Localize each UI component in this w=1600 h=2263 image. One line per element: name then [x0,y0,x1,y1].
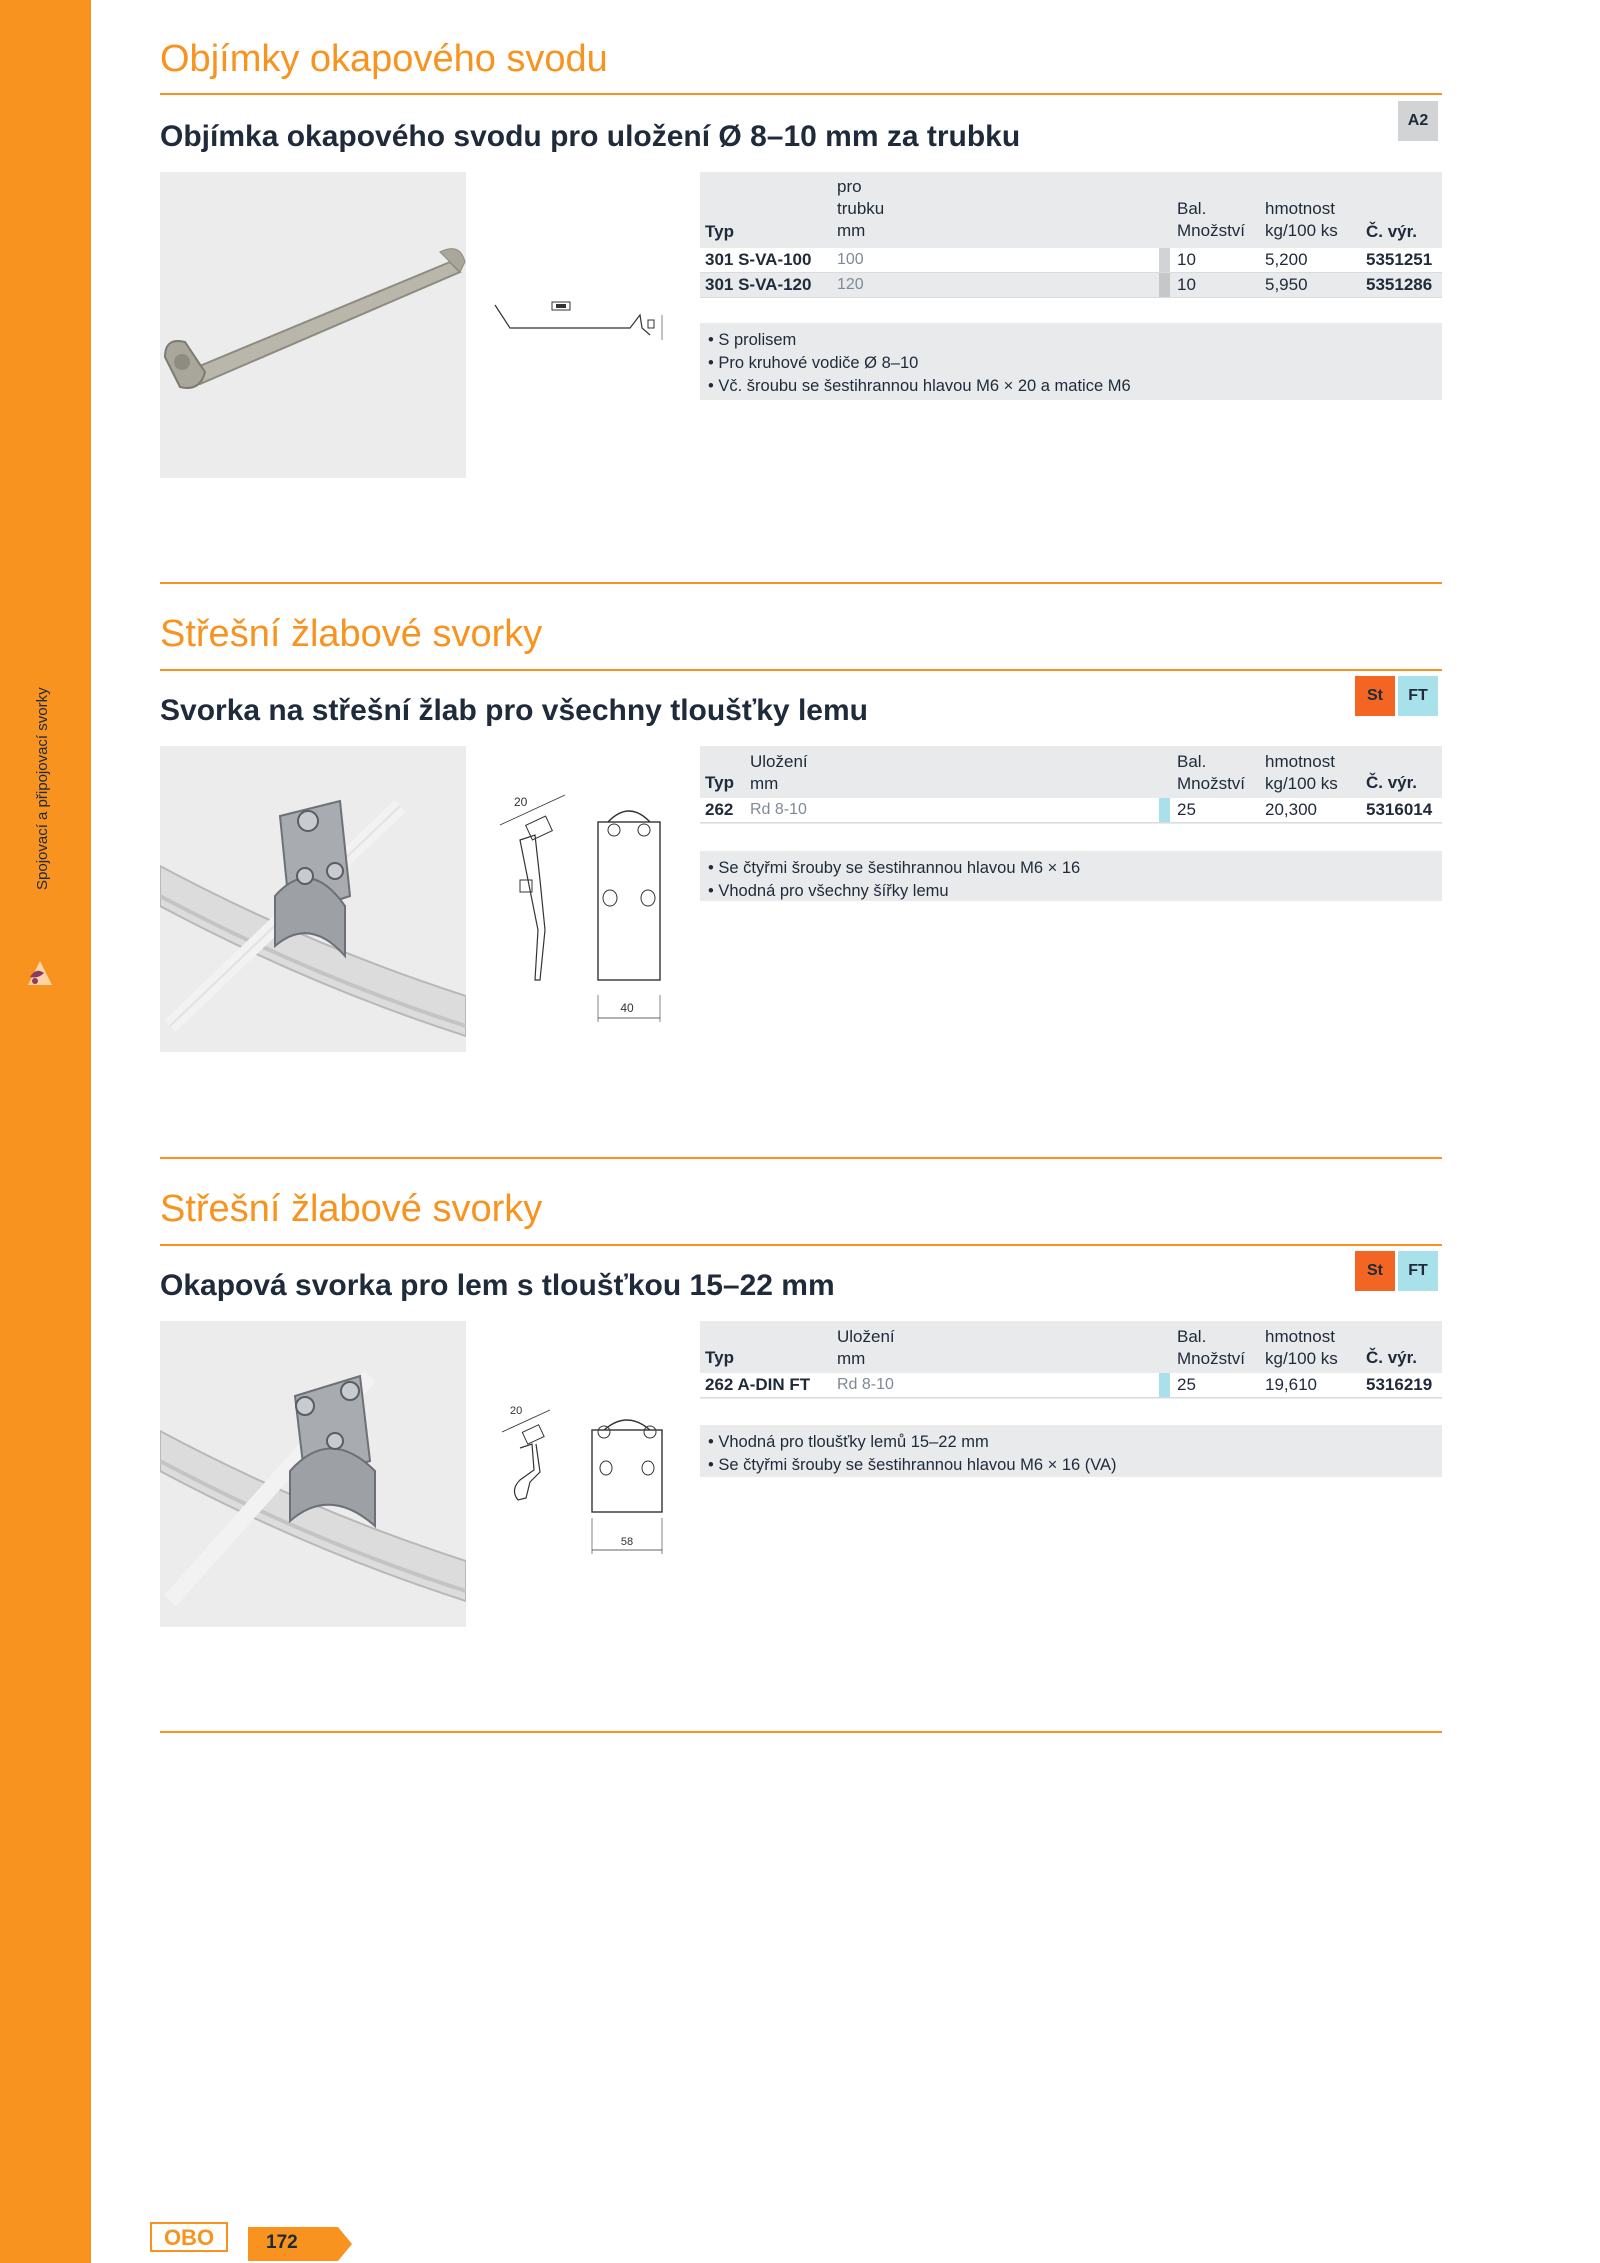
col-header-storage: Uložení mm [750,752,808,793]
dimension-label: 40 [620,1001,634,1015]
dimension-label: 20 [514,795,528,809]
cell-value: Rd 8-10 [837,1376,894,1393]
cell-bal: 25 [1177,1375,1196,1394]
dimension-label: 58 [620,1536,634,1548]
cell-weight: 20,300 [1265,800,1317,819]
col-header-weight: hmotnost kg/100 ks [1265,199,1338,240]
product-photo [160,172,466,478]
col-header-typ: Typ [705,1348,734,1367]
technical-drawing [490,1400,690,1560]
col-header-typ: Typ [705,773,734,792]
cell-cvyr: 5316014 [1366,800,1433,819]
col-header-bal: Bal. Množství [1177,199,1246,240]
cell-weight: 19,610 [1265,1375,1317,1394]
material-mark [1159,273,1170,297]
dimension-label: 20 [510,1405,523,1417]
product-title: Okapová svorka pro lem s tloušťkou 15–22 mm [160,1269,835,1302]
note: • Pro kruhové vodiče Ø 8–10 [708,354,919,372]
note: • S prolisem [708,331,797,349]
cell-cvyr: 5351251 [1366,250,1433,269]
product-photo [160,746,466,1052]
note: • Se čtyřmi šrouby se šestihrannou hlavou M6 × 16 [708,859,1081,877]
sidebar [0,0,91,2263]
divider [160,669,1442,671]
section-title: Střešní žlabové svorky [160,1188,543,1230]
divider [160,582,1442,584]
material-badge-ft: FT [1398,1251,1438,1291]
cell-weight: 5,200 [1265,250,1308,269]
table-row [700,1373,1442,1398]
product-photo [160,1321,466,1627]
cell-value: 100 [837,251,864,268]
material-badge-ft: FT [1398,676,1438,716]
material-badge-st: St [1355,676,1395,716]
col-header-weight: hmotnost kg/100 ks [1265,752,1338,793]
divider [160,93,1442,95]
technical-drawing [490,780,690,1030]
category-logo-icon [22,955,58,991]
material-badge-st: St [1355,1251,1395,1291]
sidebar-label: Spojovací a připojovací svorky [34,687,51,890]
note: • Vhodná pro tloušťky lemů 15–22 mm [708,1433,989,1451]
divider [160,1731,1442,1733]
obo-logo [150,2222,228,2252]
col-header-cvyr: Č. výr. [1366,1348,1418,1367]
material-mark [1159,1373,1170,1397]
table-row [700,798,1442,823]
col-header-bal: Bal. Množství [1177,1327,1246,1368]
page-number-box [248,2227,352,2261]
section-title: Objímky okapového svodu [160,38,608,80]
cell-typ: 262 [705,800,734,819]
cell-value: 120 [837,276,864,293]
material-badge-a2: A2 [1398,101,1438,141]
table-row [700,248,1442,273]
cell-cvyr: 5316219 [1366,1375,1433,1394]
note: • Vhodná pro všechny šířky lemu [708,882,949,900]
col-header-bal: Bal. Množství [1177,752,1246,793]
col-header-weight: hmotnost kg/100 ks [1265,1327,1338,1368]
note: • Se čtyřmi šrouby se šestihrannou hlavou M6 × 16 (VA) [708,1456,1117,1474]
material-mark [1159,248,1170,272]
svg-text:OBO: OBO [163,2225,215,2250]
col-header-cvyr: Č. výr. [1366,222,1418,241]
product-table [700,1321,1442,1399]
cell-cvyr: 5351286 [1366,275,1433,294]
col-header-storage: Uložení mm [837,1327,895,1368]
technical-drawing [490,290,680,360]
cell-typ: 301 S-VA-120 [705,275,812,294]
product-notes [700,851,1442,901]
col-header-diameter: pro trubku mm [837,177,885,240]
cell-bal: 25 [1177,800,1196,819]
page-number: 172 [266,2232,298,2253]
product-title: Objímka okapového svodu pro uložení Ø 8–10 mm za trubku [160,120,1021,153]
product-table [700,746,1442,824]
product-title: Svorka na střešní žlab pro všechny tloušťky lemu [160,694,868,727]
divider [160,1157,1442,1159]
cell-typ: 262 A-DIN FT [705,1375,811,1394]
table-row [700,273,1442,298]
product-notes [700,323,1442,400]
col-header-typ: Typ [705,222,734,241]
divider [160,1244,1442,1246]
cell-value: Rd 8-10 [750,801,807,818]
product-table [700,172,1442,297]
material-mark [1159,798,1170,822]
cell-typ: 301 S-VA-100 [705,250,812,269]
product-notes [700,1425,1442,1477]
col-header-cvyr: Č. výr. [1366,773,1418,792]
cell-bal: 10 [1177,250,1196,269]
cell-weight: 5,950 [1265,275,1308,294]
note: • Vč. šroubu se šestihrannou hlavou M6 × 20 a matice M6 [708,377,1131,395]
cell-bal: 10 [1177,275,1196,294]
section-title: Střešní žlabové svorky [160,613,543,655]
